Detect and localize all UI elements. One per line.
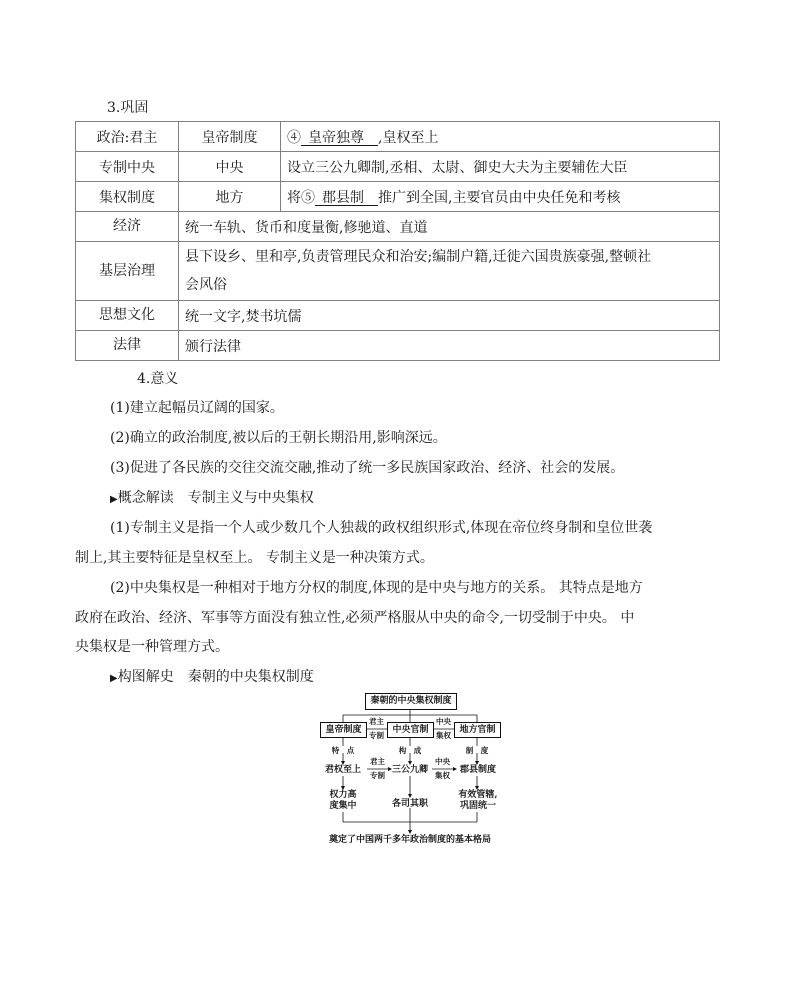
fill-blank-5	[315, 190, 378, 206]
significance-item-2: (2)确立的政治制度,被以后的王朝长期沿用,影响深远。	[110, 430, 447, 446]
diagram-label-system: 制 度	[465, 746, 489, 755]
diagram-heading	[110, 667, 314, 689]
grassroots-line-2: 会风俗	[185, 277, 227, 293]
diagram-bottom-conclusion: 奠定了中国两千多年政治制度的基本格局	[328, 835, 491, 845]
table-cell-grassroots-label: 基层治理	[76, 242, 179, 301]
table-cell-politics-1: 政治:君主	[76, 122, 179, 152]
diagram-title: 构图解史 秦朝的中央集权制度	[117, 669, 314, 685]
diagram-label-composition: 构 成	[398, 746, 422, 755]
central-power-diagram	[310, 690, 510, 850]
diagram-node-imperial-supremacy: 君权至上	[324, 765, 361, 775]
significance-item-1: (1)建立起幅员辽阔的国家。	[110, 400, 284, 416]
consolidation-table	[75, 121, 720, 361]
table-cell-local-content	[281, 182, 720, 212]
table-cell-economy-content: 统一车轨、货币和度量衡,修驰道、直道	[179, 212, 720, 242]
concept-p1-line1: (1)专制主义是指一个人或少数几个人独裁的政权组织形式,体现在帝位终身制和皇位世袭	[110, 520, 653, 536]
concept-heading	[110, 488, 314, 510]
section-heading-consolidation: 3.巩固	[107, 100, 149, 116]
concept-p2-line3: 央集权是一种管理方式。	[75, 639, 229, 655]
fill-number-5: 将⑤	[287, 189, 315, 206]
table-cell-local: 地方	[179, 182, 281, 212]
table-cell-law-content: 颁行法律	[179, 331, 720, 361]
grassroots-line-1: 县下设乡、里和亭,负责管理民众和治安;编制户籍,迁徙六国贵族豪强,整顿社	[185, 249, 652, 265]
table-cell-thought-label: 思想文化	[76, 301, 179, 331]
diagram-link-label-bottom-1: 专制	[369, 731, 384, 740]
diagram-box-local: 地方官制	[454, 722, 501, 738]
diagram-link-label-top-2: 中央	[436, 717, 451, 726]
table-cell-central-content: 设立三公九卿制,丞相、太尉、御史大夫为主要辅佐大臣	[281, 152, 720, 182]
concept-p1-line2: 制上,其主要特征是皇权至上。 专制主义是一种决策方式。	[75, 550, 434, 566]
table-cell-thought-content: 统一文字,焚书坑儒	[179, 301, 720, 331]
table-cell-grassroots-content	[179, 242, 720, 301]
diagram-node-link-top-2: 中央	[435, 757, 450, 766]
diagram-result-3-line1: 有效管辖,	[458, 790, 498, 800]
diagram-top-box: 秦朝的中央集权制度	[365, 693, 457, 710]
section-heading-significance: 4.意义	[137, 371, 179, 387]
fill-suffix-5: 推广到全国,主要官员由中央任免和考核	[378, 189, 621, 206]
fill-number-4: ④	[287, 129, 301, 146]
diagram-node-three-ministers: 三公九卿	[391, 765, 428, 775]
triangle-marker-icon: ▶	[110, 494, 118, 505]
triangle-marker-icon: ▶	[110, 673, 118, 684]
diagram-box-emperor: 皇帝制度	[320, 722, 367, 738]
table-cell-politics-3: 集权制度	[76, 182, 179, 212]
diagram-result-1-line2: 度集中	[329, 801, 357, 811]
concept-p2-line1: (2)中央集权是一种相对于地方分权的制度,体现的是中央与地方的关系。 其特点是地方	[110, 580, 643, 596]
concept-p2-line2: 政府在政治、经济、军事等方面没有独立性,必须严格服从中央的命令,一切受制于中央。 中	[75, 610, 635, 626]
diagram-node-commandery-county: 郡县制度	[459, 765, 496, 775]
fill-answer-4: 皇帝独尊	[308, 129, 364, 146]
table-cell-economy-label: 经济	[76, 212, 179, 242]
fill-suffix-4: ,皇权至上	[378, 129, 439, 146]
fill-answer-5: 郡县制	[322, 189, 364, 206]
diagram-box-central: 中央官制	[387, 722, 434, 738]
significance-item-3: (3)促进了各民族的交往交流交融,推动了统一多民族国家政治、经济、社会的发展。	[110, 460, 625, 476]
table-cell-emperor-content	[281, 122, 720, 152]
diagram-link-label-top-1: 君主	[369, 717, 384, 726]
fill-blank-4	[301, 130, 378, 146]
diagram-result-1-line1: 权力高	[329, 790, 357, 800]
diagram-node-link-bottom-2: 集权	[435, 771, 450, 780]
table-cell-politics-2: 专制中央	[76, 152, 179, 182]
diagram-result-3	[451, 790, 505, 812]
table-cell-central: 中央	[179, 152, 281, 182]
diagram-label-feature: 特 点	[331, 746, 355, 755]
table-cell-emperor-system: 皇帝制度	[179, 122, 281, 152]
concept-title: 概念解读 专制主义与中央集权	[117, 490, 314, 506]
diagram-result-2: 各司其职	[391, 799, 428, 809]
diagram-result-3-line2: 巩固统一	[459, 801, 496, 811]
diagram-result-1	[323, 790, 363, 812]
diagram-link-label-bottom-2: 集权	[436, 731, 451, 740]
diagram-node-link-top-1: 君主	[370, 757, 385, 766]
table-cell-law-label: 法律	[76, 331, 179, 361]
diagram-node-link-bottom-1: 专制	[370, 771, 385, 780]
